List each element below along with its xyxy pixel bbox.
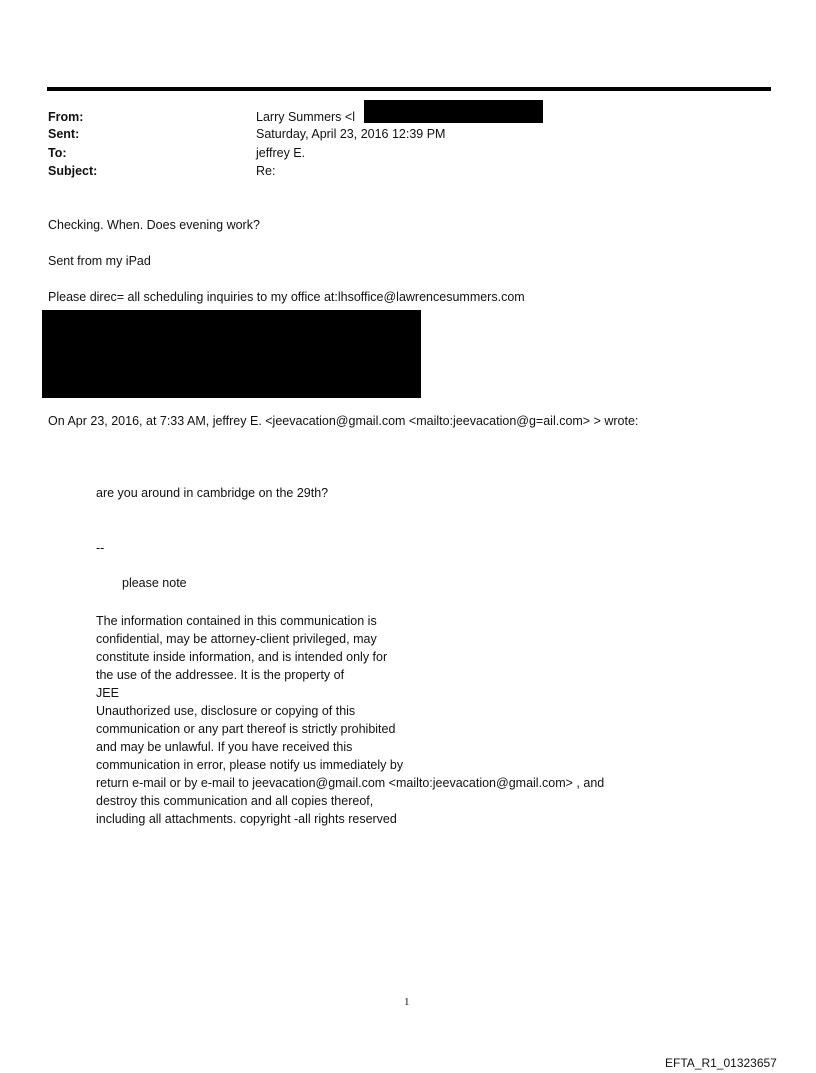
disclaimer-line: The information contained in this communication is [96, 614, 377, 628]
quote-header: On Apr 23, 2016, at 7:33 AM, jeffrey E. <jeevacation@gmail.com <mailto:jeevacation@g=ail.com> > wrote: [48, 414, 639, 428]
disclaimer-line: constitute inside information, and is intended only for [96, 650, 388, 664]
disclaimer-line: communication or any part thereof is strictly prohibited [96, 722, 396, 736]
please-note: please note [122, 576, 187, 590]
disclaimer-line: including all attachments. copyright -all rights reserved [96, 812, 397, 826]
page-number: 1 [404, 996, 410, 1008]
from-value: Larry Summers <l [256, 110, 355, 124]
scheduling-line: Please direc= all scheduling inquiries to my office at:lhsoffice@lawrencesummers.com [48, 290, 525, 304]
disclaimer-line: communication in error, please notify us immediately by [96, 758, 404, 772]
to-label: To: [48, 146, 67, 160]
redaction-box-from [364, 100, 543, 123]
quoted-question: are you around in cambridge on the 29th? [96, 486, 329, 500]
subject-label: Subject: [48, 164, 98, 178]
reply-text: Checking. When. Does evening work? [48, 218, 260, 232]
disclaimer-line: return e-mail or by e-mail to jeevacation@gmail.com <mailto:jeevacation@gmail.com> , and [96, 776, 605, 790]
disclaimer-line: Unauthorized use, disclosure or copying of this [96, 704, 356, 718]
disclaimer-line: the use of the addressee. It is the property of [96, 668, 345, 682]
disclaimer-line: JEE [96, 686, 119, 700]
sent-from-line: Sent from my iPad [48, 254, 151, 268]
to-value: jeffrey E. [256, 146, 306, 160]
redaction-box-body [42, 310, 421, 398]
header-rule [47, 87, 771, 91]
disclaimer-block [96, 612, 604, 828]
from-label: From: [48, 110, 84, 124]
disclaimer-line: and may be unlawful. If you have received this [96, 740, 353, 754]
sent-value: Saturday, April 23, 2016 12:39 PM [256, 127, 446, 141]
disclaimer-line: confidential, may be attorney-client privileged, may [96, 632, 377, 646]
signature-dashes: -- [96, 541, 105, 555]
sent-label: Sent: [48, 127, 80, 141]
disclaimer-line: destroy this communication and all copies thereof, [96, 794, 374, 808]
subject-value: Re: [256, 164, 276, 178]
bates-number: EFTA_R1_01323657 [665, 1056, 777, 1070]
